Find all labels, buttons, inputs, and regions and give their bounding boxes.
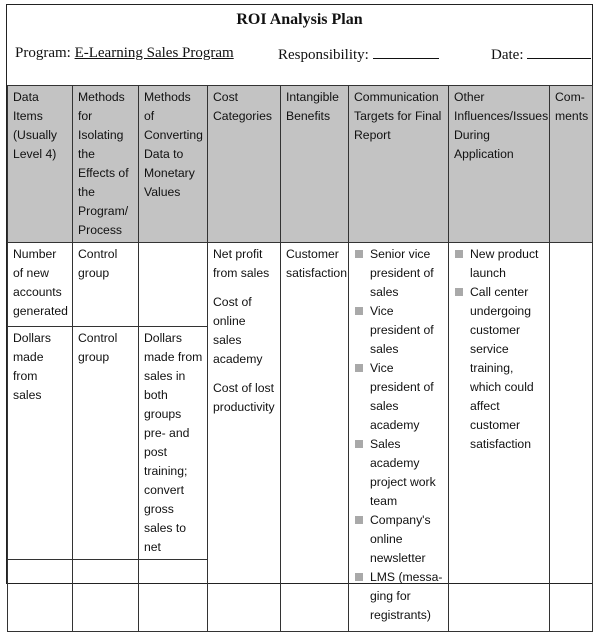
intangible-benefits-cell: Customer satisfaction: [281, 243, 349, 632]
list-item: Vice president of sales: [354, 302, 444, 359]
cost-category-item: Net profit from sales: [213, 247, 270, 280]
program-label: Program:: [15, 45, 71, 61]
roi-table: [7, 85, 593, 632]
empty-cell: [73, 560, 139, 632]
list-item: Senior vice president of sales: [354, 245, 444, 302]
program-field: [15, 45, 234, 62]
header-row: [8, 86, 593, 243]
comments-cell: [550, 243, 593, 632]
cost-categories-cell: [208, 243, 281, 632]
empty-cell: [8, 560, 73, 632]
header-isolation-methods: Methods for Isolating the Effects of the Program/ Process: [73, 86, 139, 243]
responsibility-blank: [373, 45, 439, 59]
communication-targets-list: [354, 245, 444, 625]
form-title: ROI Analysis Plan: [236, 11, 363, 28]
list-item: Sales academy project work team: [354, 435, 444, 511]
data-item-cell: Number of new accounts generated: [8, 243, 73, 327]
responsibility-label: Responsibility:: [278, 47, 369, 63]
isolation-cell: Control group: [73, 327, 139, 560]
header-data-items: Data Items (Usually Level 4): [8, 86, 73, 243]
list-item: New product launch: [454, 245, 545, 283]
roi-analysis-plan-form: [6, 4, 593, 622]
list-item: Company's online newsletter: [354, 511, 444, 568]
header-communication-targets: Communication Targets for Final Report: [349, 86, 449, 243]
communication-targets-cell: [349, 243, 449, 632]
other-influences-cell: [449, 243, 550, 632]
list-item: Vice president of sales academy: [354, 359, 444, 435]
isolation-cell: Control group: [73, 243, 139, 327]
form-meta: [7, 45, 592, 69]
list-item: LMS (messa-ging for registrants): [354, 568, 444, 625]
header-conversion-methods: Methods of Converting Data to Monetary Values: [139, 86, 208, 243]
data-item-cell: Dollars made from sales: [8, 327, 73, 560]
header-comments: Com-ments: [550, 86, 593, 243]
header-cost-categories: Cost Categories: [208, 86, 281, 243]
empty-cell: [139, 560, 208, 632]
date-field: [491, 45, 591, 64]
date-label: Date:: [491, 47, 524, 63]
cost-category-item: Cost of online sales academy: [213, 295, 263, 366]
responsibility-field: [278, 45, 439, 64]
header-other-influences: Other Influences/Issues During Application: [449, 86, 550, 243]
table-row: [8, 243, 593, 327]
cost-category-item: Cost of lost productivity: [213, 381, 275, 414]
conversion-cell: [139, 243, 208, 327]
other-influences-list: [454, 245, 545, 454]
date-blank: [527, 45, 591, 59]
list-item: Call center undergoing customer service training, which could affect customer satisfaction: [454, 283, 545, 454]
program-value: E-Learning Sales Program: [74, 45, 234, 61]
header-intangible-benefits: Intangible Benefits: [281, 86, 349, 243]
conversion-cell: Dollars made from sales in both groups pre- and post training; convert gross sales to net: [139, 327, 208, 560]
